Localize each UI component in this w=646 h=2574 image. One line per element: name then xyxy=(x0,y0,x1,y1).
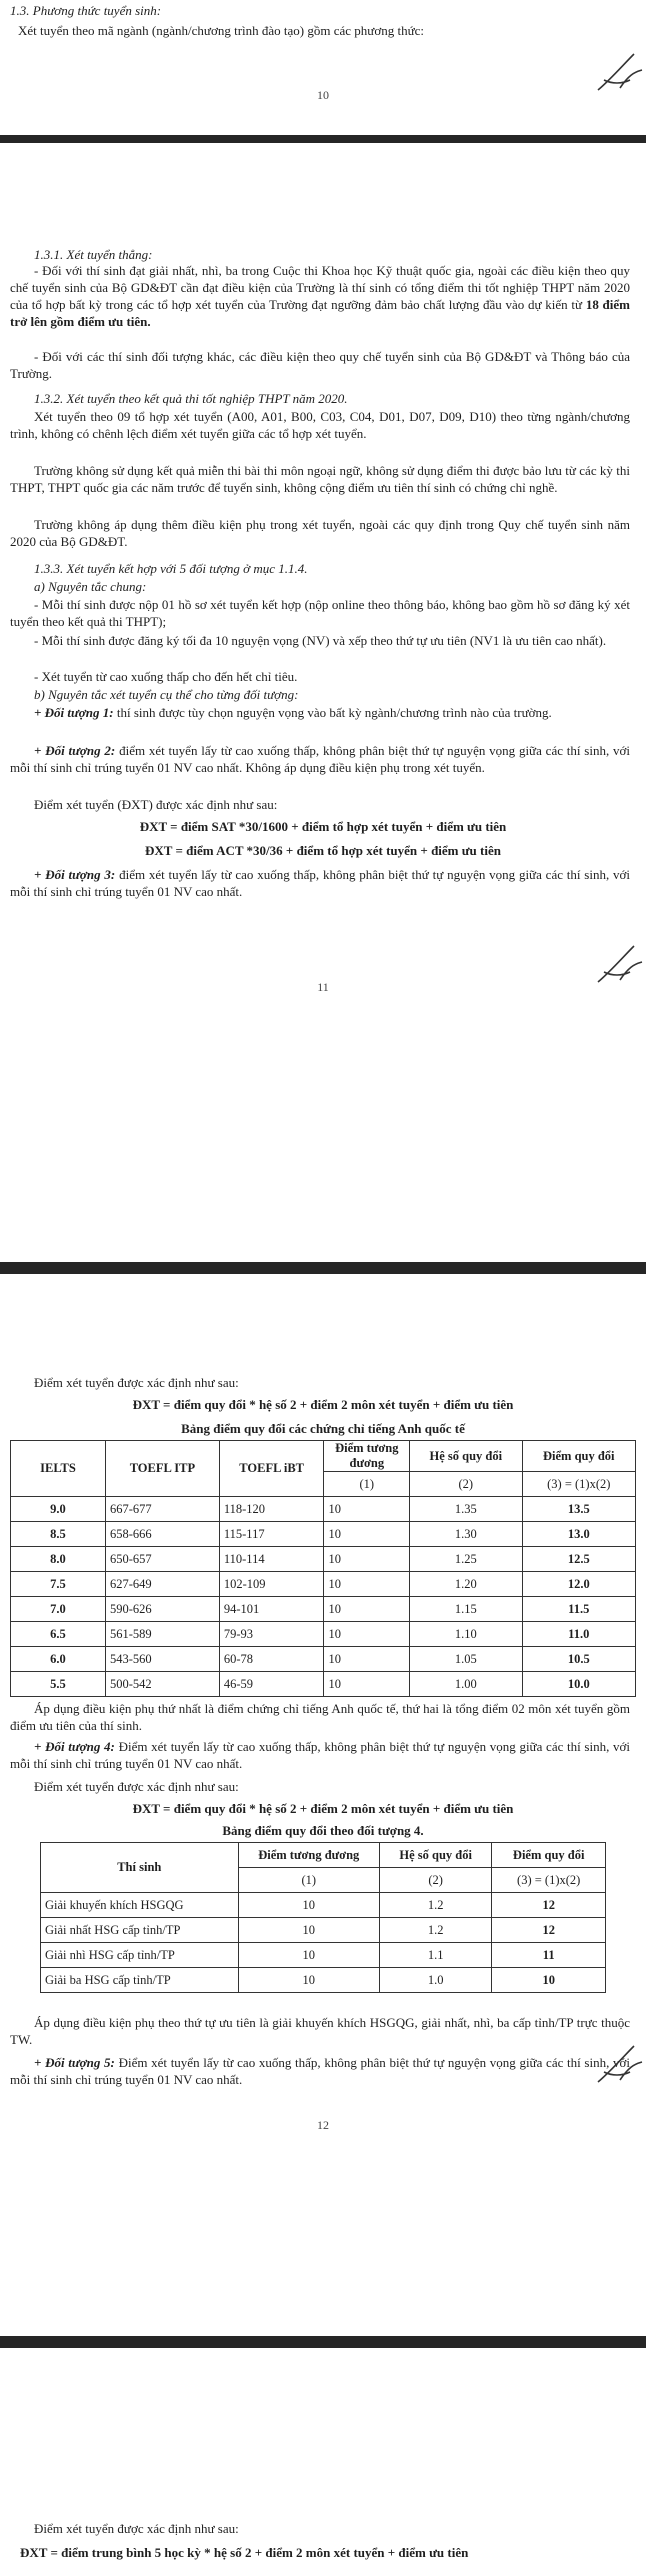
table2-title: Bảng điểm quy đổi theo đối tượng 4. xyxy=(222,1823,424,1838)
col-equiv2-sub: (1) xyxy=(238,1868,379,1893)
cell-ielts: 6.5 xyxy=(11,1622,106,1647)
cell-student: Giải nhất HSG cấp tỉnh/TP xyxy=(41,1918,239,1943)
cell-coef: 1.0 xyxy=(379,1968,491,1993)
s131-paragraph-2: - Đối với các thí sinh đối tượng khác, các điều kiện theo quy chế tuyển sinh của Bộ GD&ĐT và Thông báo của Trường. xyxy=(10,349,630,381)
cell-conv: 10 xyxy=(492,1968,606,1993)
cell-student: Giải ba HSG cấp tỉnh/TP xyxy=(41,1968,239,1993)
cell-conv: 12 xyxy=(492,1893,606,1918)
col-equiv-sub: (1) xyxy=(324,1472,410,1497)
cell-coef: 1.35 xyxy=(410,1497,522,1522)
cell-equiv: 10 xyxy=(238,1968,379,1993)
cell-itp: 650-657 xyxy=(105,1547,219,1572)
s131-paragraph-1-text: - Đối với thí sinh đạt giải nhất, nhì, ba trong Cuộc thi Khoa học Kỹ thuật quốc gia, ngoài các điều kiện theo quy chế tuyển sinh của Bộ GD&ĐT cần đạt điều kiện của Trường là thí sinh có tổng điểm thi tốt nghiệp THPT năm 2020 của tổ hợp bất kỳ trong các tổ hợp xét tuyển của Trường đạt ngưỡng đảm bảo chất lượng đầu vào dự kiến từ xyxy=(10,263,630,312)
col-equiv2: Điểm tương đương xyxy=(238,1843,379,1868)
p4-formula: ĐXT = điểm trung bình 5 học kỳ * hệ số 2 + điểm 2 môn xét tuyển + điểm ưu tiên xyxy=(20,2545,469,2560)
col-ielts: IELTS xyxy=(11,1441,106,1497)
target-5-text: Điểm xét tuyển lấy từ cao xuống thấp, không phân biệt thứ tự nguyện vọng giữa các thí sinh, với mỗi thí sinh chỉ trúng tuyển 01 NV cao nhất. xyxy=(10,2055,631,2087)
principle-2: - Mỗi thí sinh được đăng ký tối đa 10 nguyện vọng (NV) và xếp theo thứ tự ưu tiên (NV1 là ưu tiên cao nhất). xyxy=(34,633,607,648)
cell-coef: 1.30 xyxy=(410,1522,522,1547)
cell-ibt: 79-93 xyxy=(219,1622,324,1647)
section-title-1-3-2: 1.3.2. Xét tuyển theo kết quả thi tốt nghiệp THPT năm 2020. xyxy=(34,391,348,406)
cell-ielts: 5.5 xyxy=(11,1672,106,1697)
target-5 xyxy=(10,2054,630,2088)
s131-paragraph-1 xyxy=(10,262,630,330)
table-row xyxy=(11,1647,636,1672)
p4-intro: Điểm xét tuyển được xác định như sau: xyxy=(34,2521,239,2536)
english-certificate-table xyxy=(10,1440,636,1697)
cell-coef: 1.15 xyxy=(410,1597,522,1622)
formula-sat: ĐXT = điểm SAT *30/1600 + điểm tổ hợp xét tuyển + điểm ưu tiên xyxy=(139,819,507,834)
general-principles-title: a) Nguyên tắc chung: xyxy=(34,579,147,594)
cell-coef: 1.20 xyxy=(410,1572,522,1597)
s132-paragraph-3: Trường không áp dụng thêm điều kiện phụ trong xét tuyển, ngoài các quy định trong Quy chế tuyển sinh năm 2020 của Bộ GD&ĐT. xyxy=(10,517,630,549)
cell-equiv: 10 xyxy=(324,1572,410,1597)
cell-itp: 500-542 xyxy=(105,1672,219,1697)
cell-coef: 1.1 xyxy=(379,1943,491,1968)
table1-title: Bảng điểm quy đổi các chứng chỉ tiếng Anh quốc tế xyxy=(181,1421,465,1436)
table-row xyxy=(11,1497,636,1522)
cell-student: Giải khuyến khích HSGQG xyxy=(41,1893,239,1918)
after-table2: Áp dụng điều kiện phụ theo thứ tự ưu tiên là giải khuyến khích HSGQG, giải nhất, nhì, ba cấp tỉnh/TP trực thuộc TW. xyxy=(10,2015,630,2047)
cell-coef: 1.2 xyxy=(379,1893,491,1918)
section-title-1-3-3: 1.3.3. Xét tuyển kết hợp với 5 đối tượng ở mục 1.1.4. xyxy=(34,561,308,576)
cell-itp: 627-649 xyxy=(105,1572,219,1597)
cell-itp: 667-677 xyxy=(105,1497,219,1522)
cell-equiv: 10 xyxy=(324,1672,410,1697)
cell-itp: 561-589 xyxy=(105,1622,219,1647)
cell-coef: 1.2 xyxy=(379,1918,491,1943)
cell-equiv: 10 xyxy=(324,1622,410,1647)
table-row xyxy=(11,1597,636,1622)
col-toefl-itp: TOEFL ITP xyxy=(105,1441,219,1497)
target-1 xyxy=(10,704,630,721)
target-2 xyxy=(10,742,630,776)
cell-conv: 11.0 xyxy=(522,1622,635,1647)
cell-conv: 10.5 xyxy=(522,1647,635,1672)
cell-equiv: 10 xyxy=(324,1597,410,1622)
target-4-label: + Đối tượng 4: xyxy=(34,1739,115,1754)
s131-paragraph-1-bold: 18 điểm trở lên gồm điểm ưu tiên. xyxy=(10,297,630,329)
col-toefl-ibt: TOEFL iBT xyxy=(219,1441,324,1497)
signature-mark-3 xyxy=(590,2042,646,2088)
after-table1: Áp dụng điều kiện phụ thứ nhất là điểm chứng chỉ tiếng Anh quốc tế, thứ hai là tổng điểm 02 môn xét tuyển gồm điểm ưu tiên của thí sinh. xyxy=(10,1701,630,1733)
methods-intro: Xét tuyển theo mã ngành (ngành/chương trình đào tạo) gồm các phương thức: xyxy=(18,23,425,38)
cell-ielts: 8.5 xyxy=(11,1522,106,1547)
table-row xyxy=(11,1522,636,1547)
cell-ibt: 46-59 xyxy=(219,1672,324,1697)
cell-ibt: 102-109 xyxy=(219,1572,324,1597)
cell-conv: 11.5 xyxy=(522,1597,635,1622)
cell-coef: 1.00 xyxy=(410,1672,522,1697)
principle-3: - Xét tuyển từ cao xuống thấp cho đến hết chỉ tiêu. xyxy=(34,669,298,684)
target-1-text: thí sinh được tùy chọn nguyện vọng vào bất kỳ ngành/chương trình nào của trường. xyxy=(116,705,552,720)
cell-ielts: 9.0 xyxy=(11,1497,106,1522)
target-1-label: + Đối tượng 1: xyxy=(34,705,114,720)
p3-intro: Điểm xét tuyển được xác định như sau: xyxy=(34,1375,239,1390)
s132-paragraph-2: Trường không sử dụng kết quả miễn thi bài thi môn ngoại ngữ, không sử dụng điểm thi được bảo lưu từ các kỳ thi THPT, THPT quốc gia các năm trước để tuyển sinh, không cộng điểm ưu tiên thí sinh có chứng chỉ nghề. xyxy=(10,463,630,495)
target-2-label: + Đối tượng 2: xyxy=(34,743,116,758)
cell-conv: 11 xyxy=(492,1943,606,1968)
cell-ielts: 8.0 xyxy=(11,1547,106,1572)
target-3 xyxy=(10,866,630,900)
col-equiv: Điểm tương đương xyxy=(324,1441,410,1472)
col-student: Thí sinh xyxy=(41,1843,239,1893)
col-conv2-sub: (3) = (1)x(2) xyxy=(492,1868,606,1893)
cell-ibt: 110-114 xyxy=(219,1547,324,1572)
target-3-text: điểm xét tuyển lấy từ cao xuống thấp, không phân biệt thứ tự nguyện vọng giữa các thí sinh, với mỗi thí sinh chỉ trúng tuyển 01 NV cao nhất. xyxy=(10,867,631,899)
cell-equiv: 10 xyxy=(238,1943,379,1968)
table-row xyxy=(11,1672,636,1697)
target-2-text: điểm xét tuyển lấy từ cao xuống thấp, không phân biệt thứ tự nguyện vọng giữa các thí sinh, với mỗi thí sinh chỉ trúng tuyển 01 NV cao nhất. Không áp dụng điều kiện phụ trong xét tuyển. xyxy=(10,743,631,775)
target-3-label: + Đối tượng 3: xyxy=(34,867,116,882)
cell-conv: 13.5 xyxy=(522,1497,635,1522)
cell-itp: 543-560 xyxy=(105,1647,219,1672)
target-4 xyxy=(10,1738,630,1772)
cell-itp: 658-666 xyxy=(105,1522,219,1547)
table-row xyxy=(41,1893,606,1918)
section-heading-1-3: 1.3. Phương thức tuyển sinh: xyxy=(10,3,162,18)
table-row xyxy=(11,1622,636,1647)
page-number-10: 10 xyxy=(317,88,329,102)
cell-conv: 12.5 xyxy=(522,1547,635,1572)
cell-coef: 1.10 xyxy=(410,1622,522,1647)
cell-ielts: 7.5 xyxy=(11,1572,106,1597)
cell-conv: 12 xyxy=(492,1918,606,1943)
cell-conv: 12.0 xyxy=(522,1572,635,1597)
table-row xyxy=(41,1943,606,1968)
principle-1: - Mỗi thí sinh được nộp 01 hồ sơ xét tuyển kết hợp (nộp online theo thông báo, không bao gồm hồ sơ đăng ký xét tuyển theo kết quả thi THPT); xyxy=(10,597,630,629)
col-conv2: Điểm quy đổi xyxy=(492,1843,606,1868)
page-separator xyxy=(0,135,646,143)
cell-conv: 13.0 xyxy=(522,1522,635,1547)
cell-conv: 10.0 xyxy=(522,1672,635,1697)
cell-equiv: 10 xyxy=(238,1918,379,1943)
cell-ibt: 118-120 xyxy=(219,1497,324,1522)
signature-mark xyxy=(590,50,646,96)
col-coef-sub: (2) xyxy=(410,1472,522,1497)
formula-act: ĐXT = điểm ACT *30/36 + điểm tổ hợp xét tuyển + điểm ưu tiên xyxy=(145,843,501,858)
page-separator-3 xyxy=(0,2336,646,2348)
table-row xyxy=(41,1968,606,1993)
col-coef2-sub: (2) xyxy=(379,1868,491,1893)
col-conv-sub: (3) = (1)x(2) xyxy=(522,1472,635,1497)
cell-coef: 1.05 xyxy=(410,1647,522,1672)
specific-principles-title: b) Nguyên tắc xét tuyển cụ thể cho từng đối tượng: xyxy=(34,687,299,702)
dxt-intro: Điểm xét tuyển (ĐXT) được xác định như sau: xyxy=(34,797,278,812)
cell-ibt: 60-78 xyxy=(219,1647,324,1672)
page-separator-2 xyxy=(0,1262,646,1274)
cell-coef: 1.25 xyxy=(410,1547,522,1572)
cell-ielts: 7.0 xyxy=(11,1597,106,1622)
cell-equiv: 10 xyxy=(238,1893,379,1918)
cell-ielts: 6.0 xyxy=(11,1647,106,1672)
cell-equiv: 10 xyxy=(324,1647,410,1672)
cell-equiv: 10 xyxy=(324,1547,410,1572)
s132-paragraph-1: Xét tuyển theo 09 tổ hợp xét tuyển (A00, A01, B00, C03, C04, D01, D07, D09, D10) theo từng ngành/chương trình, không có chênh lệch điểm xét tuyển giữa các tổ hợp xét tuyển. xyxy=(10,409,630,441)
col-coef: Hệ số quy đổi xyxy=(410,1441,522,1472)
signature-mark-2 xyxy=(590,942,646,988)
page-number-12: 12 xyxy=(317,2118,329,2132)
p3-formula: ĐXT = điểm quy đổi * hệ số 2 + điểm 2 môn xét tuyển + điểm ưu tiên xyxy=(132,1397,514,1412)
target-4-text: Điểm xét tuyển lấy từ cao xuống thấp, không phân biệt thứ tự nguyện vọng giữa các thí sinh, với mỗi thí sinh chỉ trúng tuyển 01 NV cao nhất. xyxy=(10,1739,631,1771)
p3-dxt-intro2: Điểm xét tuyển được xác định như sau: xyxy=(34,1779,239,1794)
cell-equiv: 10 xyxy=(324,1497,410,1522)
col-conv: Điểm quy đổi xyxy=(522,1441,635,1472)
cell-ibt: 115-117 xyxy=(219,1522,324,1547)
cell-ibt: 94-101 xyxy=(219,1597,324,1622)
p3-formula2: ĐXT = điểm quy đổi * hệ số 2 + điểm 2 môn xét tuyển + điểm ưu tiên xyxy=(132,1801,514,1816)
cell-itp: 590-626 xyxy=(105,1597,219,1622)
target-5-label: + Đối tượng 5: xyxy=(34,2055,115,2070)
table-row xyxy=(11,1547,636,1572)
col-coef2: Hệ số quy đổi xyxy=(379,1843,491,1868)
target4-table xyxy=(40,1842,606,1993)
cell-equiv: 10 xyxy=(324,1522,410,1547)
cell-student: Giải nhì HSG cấp tỉnh/TP xyxy=(41,1943,239,1968)
section-title-1-3-1: 1.3.1. Xét tuyển thẳng: xyxy=(34,247,153,262)
page-number-11: 11 xyxy=(317,980,329,994)
table-row xyxy=(11,1572,636,1597)
table-row xyxy=(41,1918,606,1943)
